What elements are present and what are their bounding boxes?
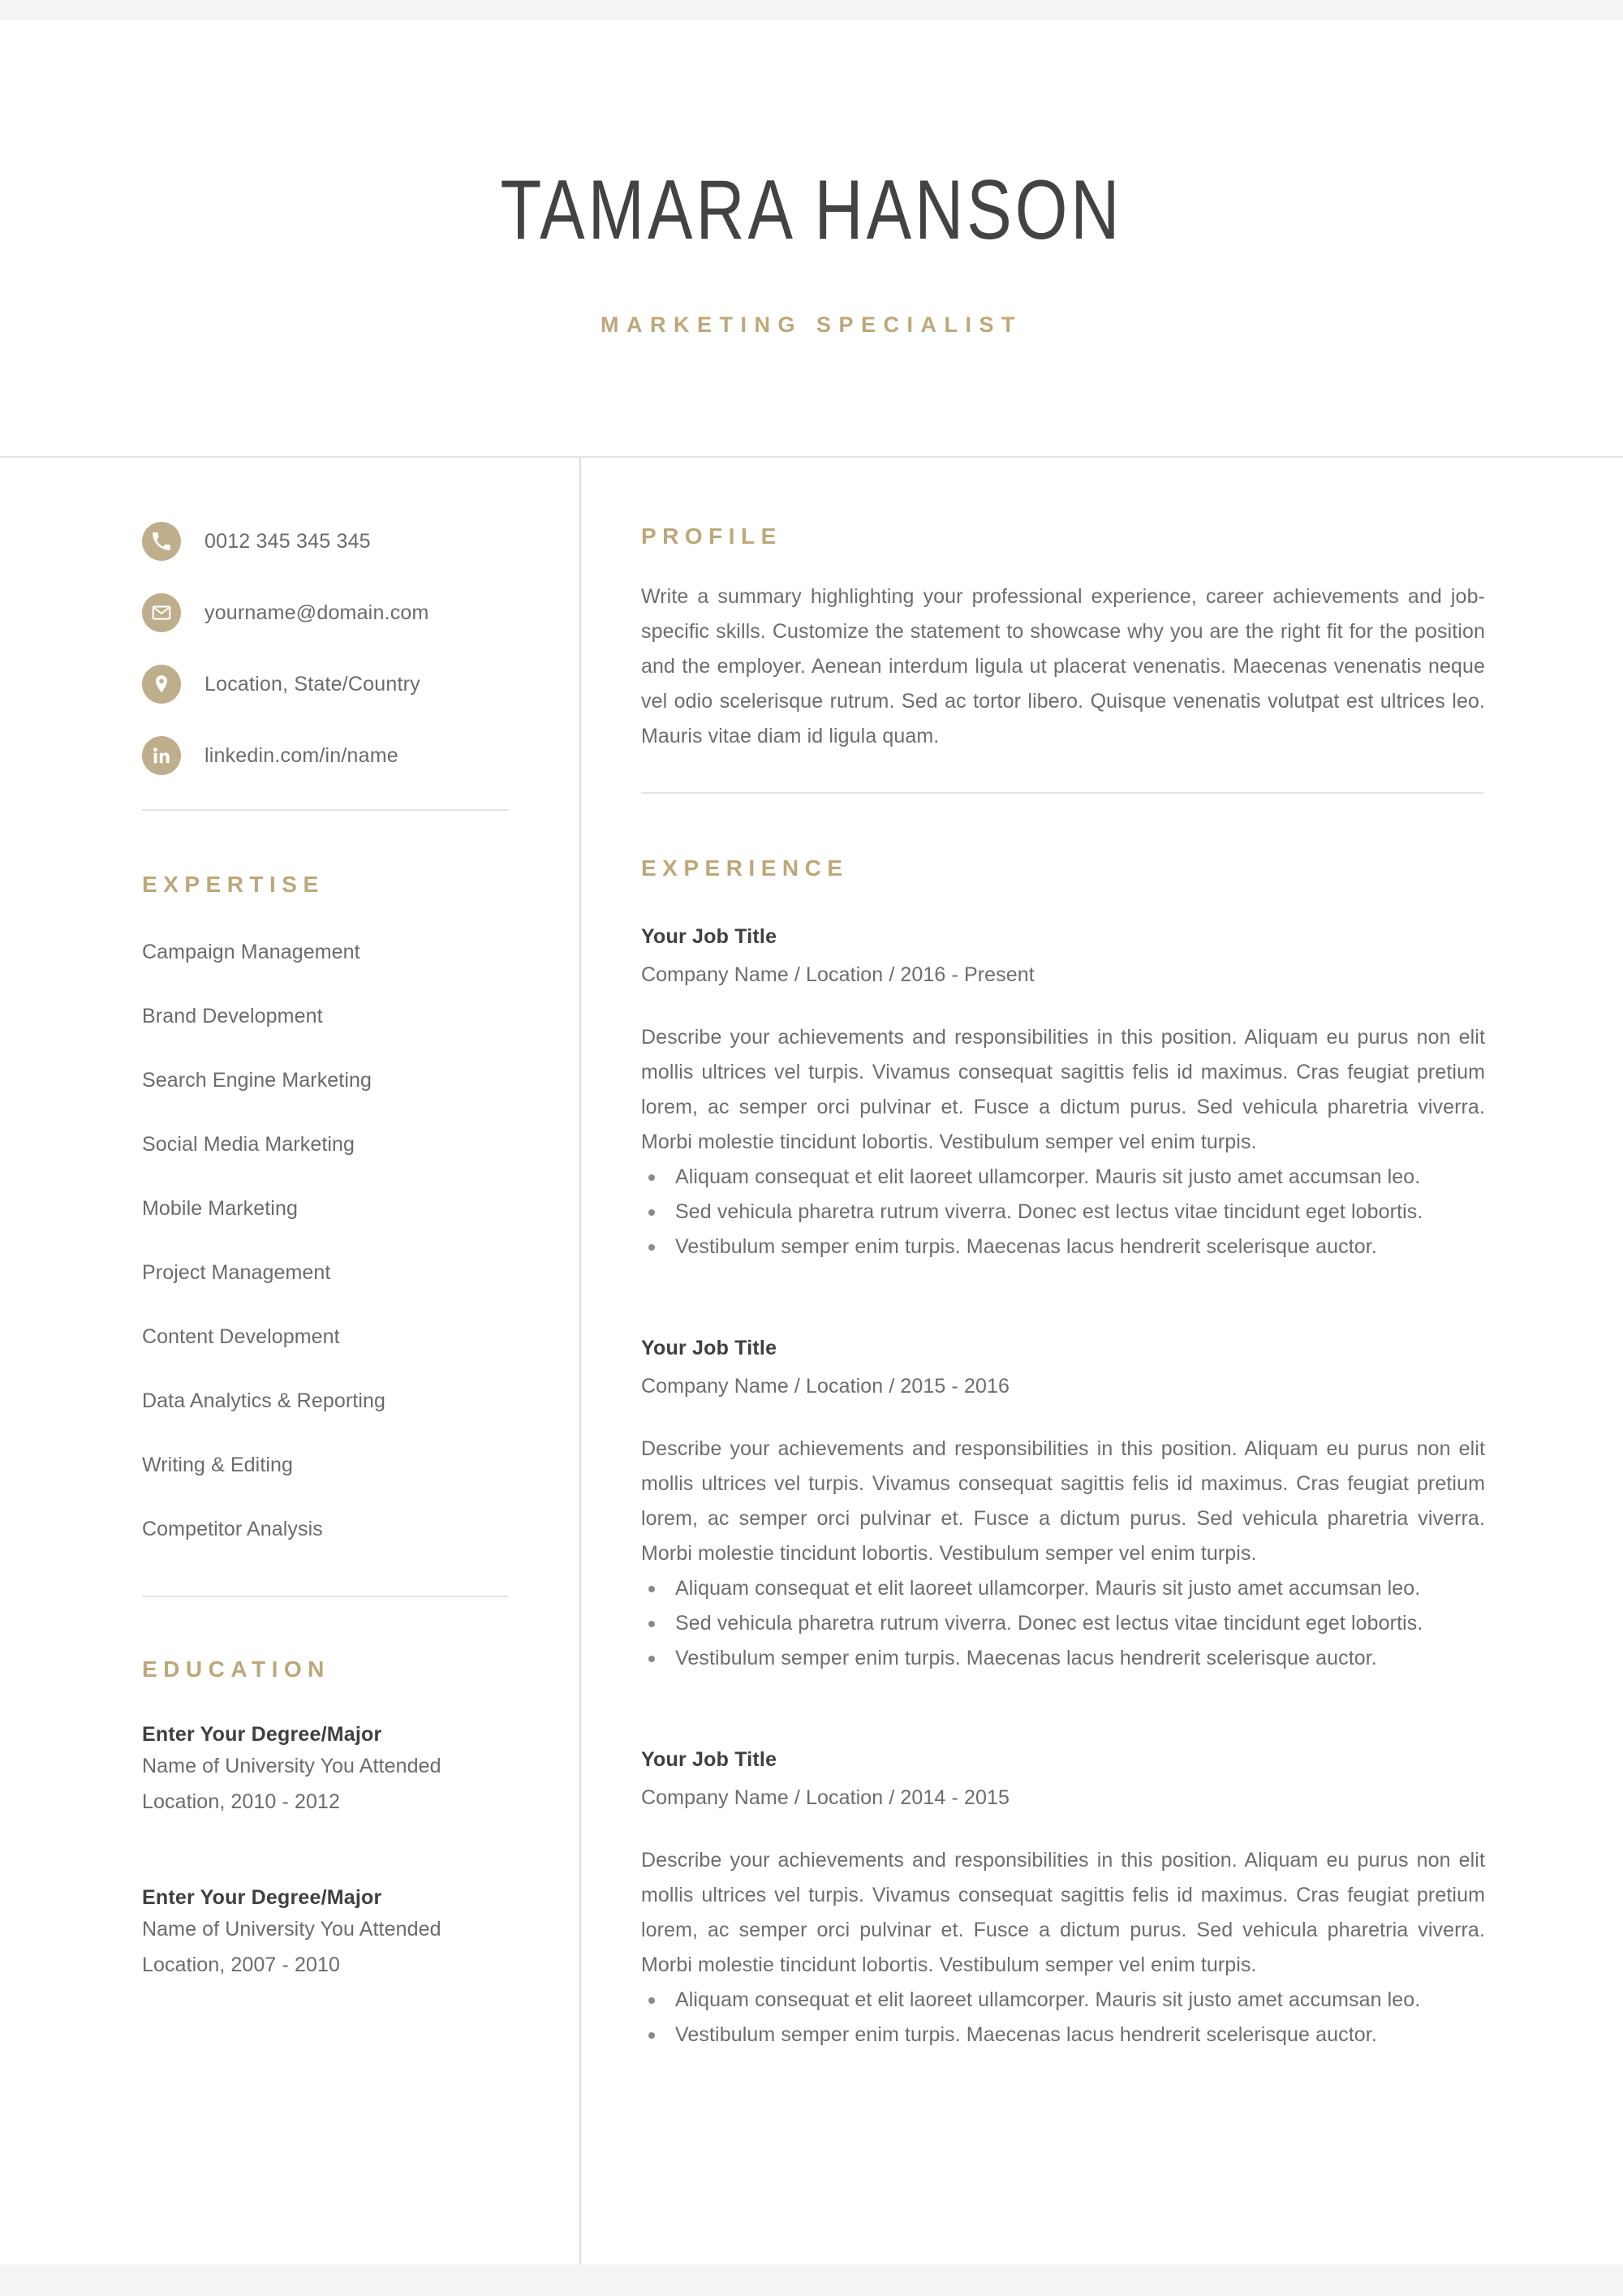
email-value: yourname@domain.com (204, 601, 429, 624)
expertise-section (142, 872, 515, 1541)
education-degree: Enter Your Degree/Major (142, 1723, 382, 1746)
job-description: Describe your achievements and responsibilities in this position. Aliquam eu purus non elit mollis ultrices vel turpis. Vivamus consequat sagittis felis id maximus. Cras feugiat pretium lorem, ac semper orci pulvinar et. Fusce a dictum purus. Sed vehicula pharetria viverra. Morbi molestie tincidunt lobortis. Vestibulum semper vel enim turpis. (641, 1437, 1485, 1565)
expertise-item: Mobile Marketing (142, 1197, 298, 1220)
contact-item-phone[interactable] (142, 523, 515, 559)
job-bullet: Vestibulum semper enim turpis. Maecenas lacus hendrerit scelerisque auctor. (641, 2018, 1485, 2053)
job-bullets (641, 1571, 1485, 1676)
expertise-item: Campaign Management (142, 941, 360, 963)
resume-page (0, 20, 1623, 2264)
expertise-item: Writing & Editing (142, 1454, 294, 1476)
expertise-item: Project Management (142, 1261, 331, 1284)
education-heading: EDUCATION (142, 1656, 330, 1682)
job-bullet: Sed vehicula pharetra rutrum viverra. Donec est lectus vitae tincidunt eget lobortis. (641, 1195, 1485, 1230)
job-title: Your Job Title (641, 1337, 777, 1359)
sidebar (142, 523, 515, 1983)
contact-list (142, 523, 515, 773)
profile-text: Write a summary highlighting your professional experience, career achievements and job-specific skills. Customize the statement to showcase why you are the right fit for the position and the employer. Aenean interdum ligula ut placerat venenatis. Maecenas venenatis neque vel odio scelerisque rutrum. Sed ac tortor libero. Quisque venenatis volutpat est ultrices leo. Mauris vitae diam id ligula quam. (641, 585, 1485, 747)
sidebar-divider-2 (142, 1596, 509, 1597)
education-entry (142, 1885, 515, 1983)
job-bullet: Vestibulum semper enim turpis. Maecenas lacus hendrerit scelerisque auctor. (641, 1230, 1485, 1264)
education-section (142, 1656, 515, 1983)
expertise-item: Competitor Analysis (142, 1518, 323, 1540)
profile-section (641, 523, 1485, 754)
expertise-heading: EXPERTISE (142, 872, 325, 897)
profile-heading: PROFILE (641, 523, 782, 549)
job-subtitle: MARKETING SPECIALIST (600, 312, 1022, 337)
job-bullet: Vestibulum semper enim turpis. Maecenas lacus hendrerit scelerisque auctor. (641, 1641, 1485, 1676)
contact-item-linkedin[interactable] (142, 738, 515, 773)
education-degree: Enter Your Degree/Major (142, 1886, 382, 1909)
job-bullet: Aliquam consequat et elit laoreet ullamcorper. Mauris sit justo amet accumsan leo. (641, 1160, 1485, 1195)
education-school: Name of University You Attended (142, 1918, 441, 1941)
job-description: Describe your achievements and responsibilities in this position. Aliquam eu purus non elit mollis ultrices vel turpis. Vivamus consequat sagittis felis id maximus. Cras feugiat pretium lorem, ac semper orci pulvinar et. Fusce a dictum purus. Sed vehicula pharetria viverra. Morbi molestie tincidunt lobortis. Vestibulum semper vel enim turpis. (641, 1026, 1485, 1153)
experience-entry (641, 1336, 1485, 1676)
expertise-item: Brand Development (142, 1005, 323, 1027)
education-school: Name of University You Attended (142, 1755, 441, 1777)
experience-section (641, 855, 1485, 2053)
expertise-item: Data Analytics & Reporting (142, 1389, 385, 1412)
page-title: TAMARA HANSON (500, 163, 1123, 257)
contact-item-location[interactable] (142, 666, 515, 702)
experience-heading: EXPERIENCE (641, 855, 849, 881)
phone-value: 0012 345 345 345 (204, 530, 371, 553)
experience-entry (641, 924, 1485, 1264)
education-location-years: Location, 2007 - 2010 (142, 1954, 340, 1976)
main-content (641, 523, 1485, 2053)
job-bullet: Sed vehicula pharetra rutrum viverra. Donec est lectus vitae tincidunt eget lobortis. (641, 1606, 1485, 1641)
job-bullet: Aliquam consequat et elit laoreet ullamcorper. Mauris sit justo amet accumsan leo. (641, 1571, 1485, 1606)
job-title: Your Job Title (641, 925, 777, 948)
linkedin-icon (142, 736, 181, 775)
expertise-item: Social Media Marketing (142, 1133, 355, 1156)
map-pin-icon (142, 665, 181, 704)
job-bullets (641, 1983, 1485, 2053)
envelope-icon (142, 593, 181, 632)
job-bullet: Aliquam consequat et elit laoreet ullamcorper. Mauris sit justo amet accumsan leo. (641, 1983, 1485, 2018)
header-divider (0, 456, 1623, 458)
job-meta: Company Name / Location / 2014 - 2015 (641, 1786, 1010, 1809)
expertise-item: Content Development (142, 1325, 340, 1348)
expertise-item: Search Engine Marketing (142, 1069, 372, 1092)
resume-header (0, 20, 1623, 456)
location-value: Location, State/Country (204, 673, 420, 696)
job-title: Your Job Title (641, 1748, 777, 1771)
phone-icon (142, 522, 181, 561)
job-meta: Company Name / Location / 2016 - Present (641, 963, 1035, 986)
education-entry (142, 1721, 515, 1820)
education-location-years: Location, 2010 - 2012 (142, 1790, 340, 1813)
job-meta: Company Name / Location / 2015 - 2016 (641, 1375, 1010, 1398)
sidebar-divider-1 (142, 809, 509, 811)
contact-item-email[interactable] (142, 595, 515, 631)
job-description: Describe your achievements and responsibilities in this position. Aliquam eu purus non elit mollis ultrices vel turpis. Vivamus consequat sagittis felis id maximus. Cras feugiat pretium lorem, ac semper orci pulvinar et. Fusce a dictum purus. Sed vehicula pharetria viverra. Morbi molestie tincidunt lobortis. Vestibulum semper vel enim turpis. (641, 1849, 1485, 1976)
job-bullets (641, 1160, 1485, 1264)
linkedin-value: linkedin.com/in/name (204, 744, 398, 767)
experience-entry (641, 1747, 1485, 2053)
column-divider (579, 458, 581, 2264)
profile-divider (641, 792, 1483, 794)
